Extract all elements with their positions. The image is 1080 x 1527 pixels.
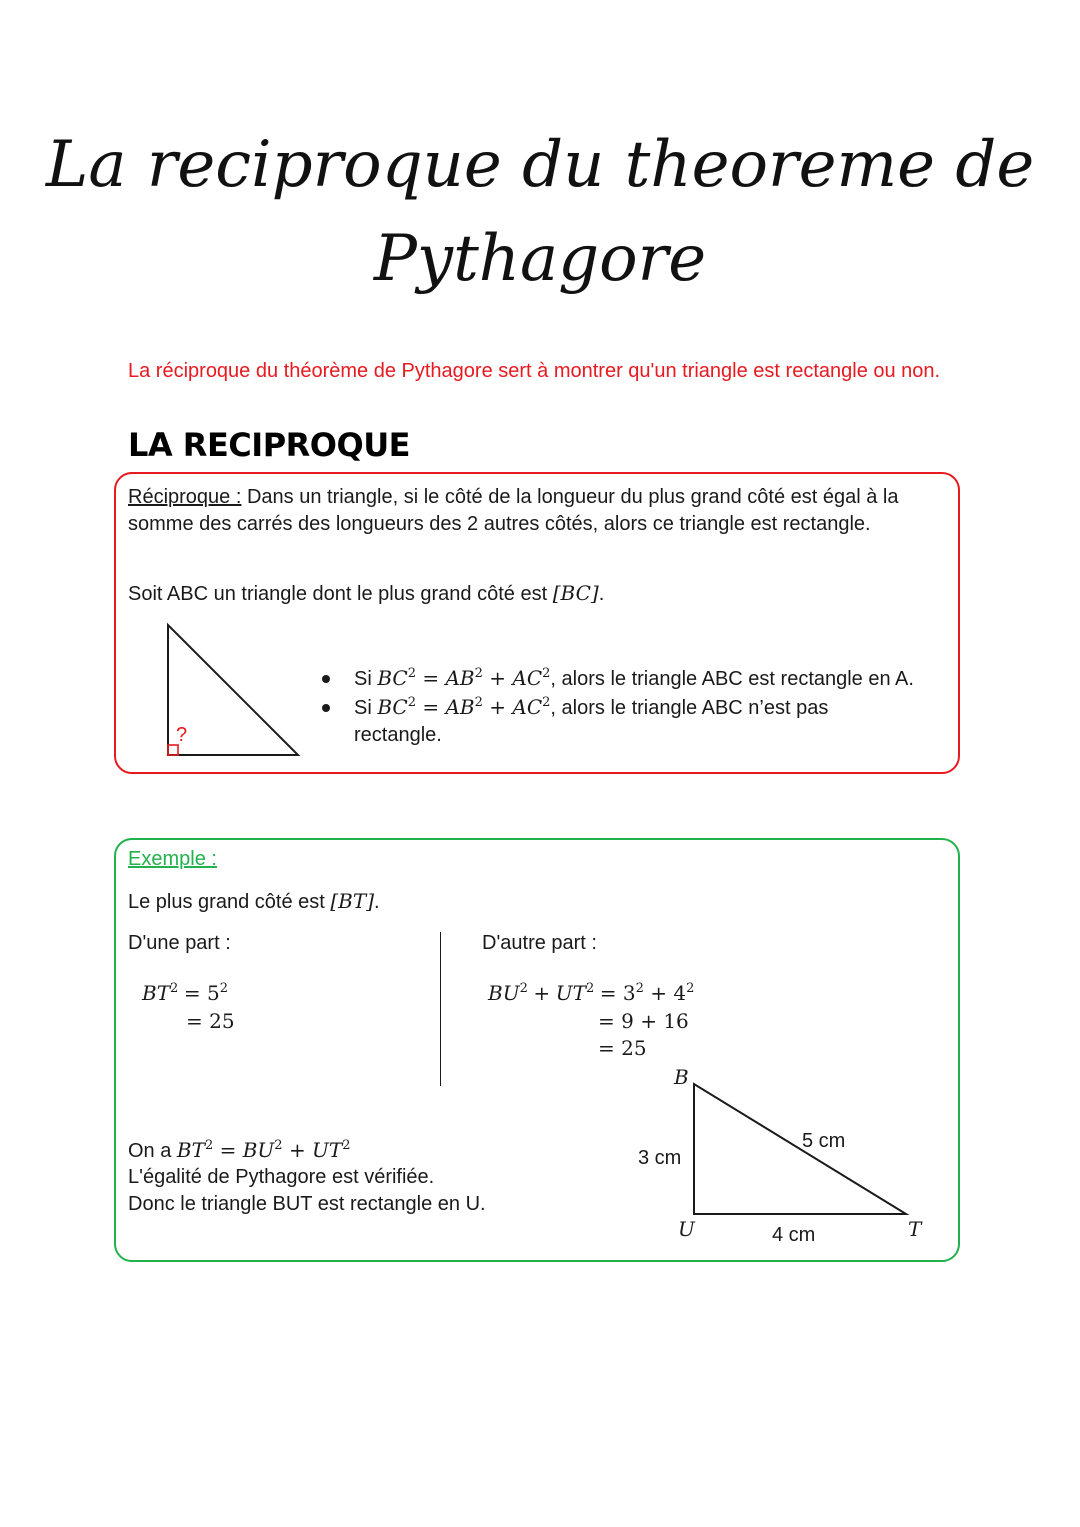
side-bt-label: 5 cm bbox=[802, 1130, 846, 1152]
reciprocal-setup: Soit ABC un triangle dont le plus grand côté est [BC]. bbox=[128, 581, 605, 605]
column-divider bbox=[440, 932, 441, 1086]
page-title-line2: Pythagore bbox=[373, 222, 707, 296]
left-calc-result: = 25 bbox=[186, 1009, 235, 1033]
vertex-t-label: T bbox=[908, 1217, 922, 1241]
vertex-u-label: U bbox=[678, 1217, 695, 1241]
side-ut-label: 4 cm bbox=[772, 1224, 816, 1246]
side-bu-label: 3 cm bbox=[638, 1147, 682, 1169]
reciprocal-label: Réciproque : bbox=[128, 486, 242, 508]
bullet-dot bbox=[322, 675, 330, 683]
bullet-dot bbox=[322, 704, 330, 712]
section-title: LA RECIPROQUE bbox=[128, 426, 411, 464]
conclusion-line2: L'égalité de Pythagore est vérifiée. bbox=[128, 1166, 435, 1188]
bullet-1: Si $BC^2 = AB^2 + AC^2$, alors le triangle ABC est rectangle en A. bbox=[354, 666, 914, 690]
right-calc-line1: $BU^2 + UT^2 = 3^2 + 4^2$ bbox=[488, 981, 695, 1005]
reciprocal-text: Dans un triangle, si le côté de la longueur du plus grand côté est égal à la somme des carrés des longueurs des 2 autres côtés, alors ce triangle est rectangle. bbox=[128, 486, 899, 535]
setup-math: [BC] bbox=[552, 581, 599, 605]
conclusion-line1: On a $BT^2 = BU^2 + UT^2$ bbox=[128, 1138, 351, 1162]
example-label: Exemple : bbox=[128, 848, 217, 870]
right-heading: D'autre part : bbox=[482, 932, 597, 954]
reciprocal-statement bbox=[128, 484, 958, 538]
left-heading: D'une part : bbox=[128, 932, 231, 954]
page-title-line1: La reciproque du theoreme de bbox=[45, 128, 1035, 202]
right-calc-result: = 25 bbox=[598, 1036, 647, 1060]
question-mark: ? bbox=[176, 724, 188, 746]
longest-side-text: Le plus grand côté est [BT]. bbox=[128, 889, 380, 913]
right-calc-line2: = 9 + 16 bbox=[598, 1009, 689, 1033]
bullet-2: Si $BC^2 = AB^2 + AC^2$, alors le triangle ABC n’est pas rectangle. bbox=[354, 695, 829, 746]
triangle-but bbox=[694, 1084, 906, 1214]
intro-text: La réciproque du théorème de Pythagore sert à montrer qu'un triangle est rectangle ou non. bbox=[128, 360, 941, 382]
vertex-b-label: B bbox=[674, 1065, 689, 1089]
triangle-abc bbox=[168, 625, 298, 755]
conclusion-line3: Donc le triangle BUT est rectangle en U. bbox=[128, 1193, 486, 1215]
left-calc-line1: $BT^2 = 5^2$ bbox=[142, 981, 229, 1005]
